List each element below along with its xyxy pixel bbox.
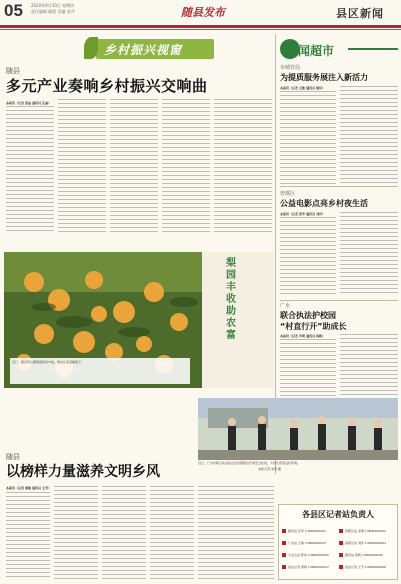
section-title: 县区新闻 xyxy=(336,7,384,20)
photo-school-caption: 近日，广水市联合执法队伍在校园周边开展安全检查，为学生营造良好环境。 xyxy=(198,461,301,465)
page-number: 05 xyxy=(4,1,23,20)
article-kicker: 随县 xyxy=(6,67,20,75)
article-bottom-body-col4 xyxy=(150,486,194,580)
article-bottom xyxy=(4,392,196,582)
contact-entry: 大洪山站 陈伟 13800000005 xyxy=(288,553,329,557)
contact-entry: 广水站 王敏 13800000003 xyxy=(288,541,326,545)
divider-right1 xyxy=(280,186,398,187)
contact-row xyxy=(282,525,396,537)
article-right3-body-col2 xyxy=(340,334,398,399)
article-body-col1 xyxy=(6,106,54,232)
banner-title: 乡村振兴视窗 xyxy=(104,43,183,57)
article-right3-kicker: 广水 xyxy=(280,303,291,309)
article-bottom-body-col3 xyxy=(102,486,146,580)
divider-right2 xyxy=(280,300,398,301)
article-bottom-headline: 以榜样力量滋养文明乡风 xyxy=(6,464,160,480)
contact-box-rows xyxy=(282,525,396,573)
photo-school-credit: 本报记者 李明 摄 xyxy=(258,467,281,471)
banner xyxy=(0,34,276,64)
contact-box-title: 各县区记者站负责人 xyxy=(302,510,374,519)
article-headline: 多元产业奏响乡村振兴交响曲 xyxy=(6,77,208,95)
article-main xyxy=(4,66,274,252)
photo-caption-title: 梨园丰收助农富 xyxy=(226,258,236,341)
article-right2-body-col1 xyxy=(280,217,336,295)
masthead xyxy=(0,0,401,32)
contact-entry: 随县站 张军 13800000001 xyxy=(288,529,326,533)
contact-row xyxy=(282,537,396,549)
article-body-col3 xyxy=(110,99,158,232)
contact-entry: 驻站记者 周敏 13800000007 xyxy=(288,565,329,569)
right-header xyxy=(278,36,401,62)
article-body-col2 xyxy=(58,99,106,232)
article-right2-headline: 公益电影点亮乡村夜生活 xyxy=(280,199,368,208)
school-inspection-image xyxy=(198,398,398,460)
article-bottom-kicker: 随县 xyxy=(6,453,20,461)
article-right2-kicker: 曾都区 xyxy=(280,191,296,197)
article-bottom-body-col1 xyxy=(6,492,50,580)
contact-entry: 随州站 杨帆 13800000006 xyxy=(345,553,383,557)
article-right2-byline: 本报讯（记者 张军 通讯员 刘洋） xyxy=(280,212,326,216)
paper-name: 随县发布 xyxy=(181,6,225,19)
contact-box xyxy=(278,504,398,580)
photo-school xyxy=(198,398,398,474)
article-right1-byline: 本报讯（记者 王敏 通讯员 陈伟） xyxy=(280,86,326,90)
photo-pears xyxy=(4,252,274,388)
contact-entry: 高新区站 刘洋 13800000004 xyxy=(345,541,386,545)
article-right1 xyxy=(280,64,398,188)
contact-row xyxy=(282,549,396,561)
article-right3-byline: 本报讯（记者 李明 通讯员 杨帆） xyxy=(280,334,326,338)
editor-line: 责任编辑 颜晨 美编 张丹 xyxy=(31,9,75,14)
contact-entry: 驻站记者 王芳 13800000008 xyxy=(345,565,386,569)
article-bottom-body-col5 xyxy=(198,486,274,580)
masthead-rule xyxy=(0,25,401,28)
article-right1-body-col1 xyxy=(280,91,336,184)
article-right1-headline: 为提质服务展注入新活力 xyxy=(280,73,368,82)
masthead-rule-thin xyxy=(0,29,401,30)
article-right3-headline-line1: 联合执法护校园 xyxy=(280,311,336,320)
photo-caption: 近日，随县厉山镇梨园迎来丰收，果农忙着采摘梨子。 xyxy=(12,360,85,364)
article-body-col4 xyxy=(162,99,210,232)
article-right1-body-col2 xyxy=(340,86,398,184)
article-right3-headline-line2: “村直行开”助成长 xyxy=(280,322,347,331)
right-header-title: 新闻超市 xyxy=(286,44,335,58)
article-bottom-body-col2 xyxy=(54,486,98,580)
article-right3-body-col1 xyxy=(280,339,336,399)
article-right2 xyxy=(280,190,398,300)
right-header-line xyxy=(348,48,398,50)
article-right1-kicker: 市城管局 xyxy=(280,65,301,71)
article-right2-body-col2 xyxy=(340,212,398,295)
date-line: 2020年9月10日 星期四 xyxy=(31,3,75,8)
article-bottom-byline: 本报讯（记者 周敏 通讯员 王芳） xyxy=(6,486,52,490)
contact-entry: 曾都区站 李明 13800000002 xyxy=(345,529,386,533)
contact-row xyxy=(282,561,396,573)
banner-leaf-icon xyxy=(84,37,98,59)
article-body-col5 xyxy=(214,99,272,232)
article-byline: 本报讯（记者 张晶 通讯员 孔丽） xyxy=(6,101,52,105)
